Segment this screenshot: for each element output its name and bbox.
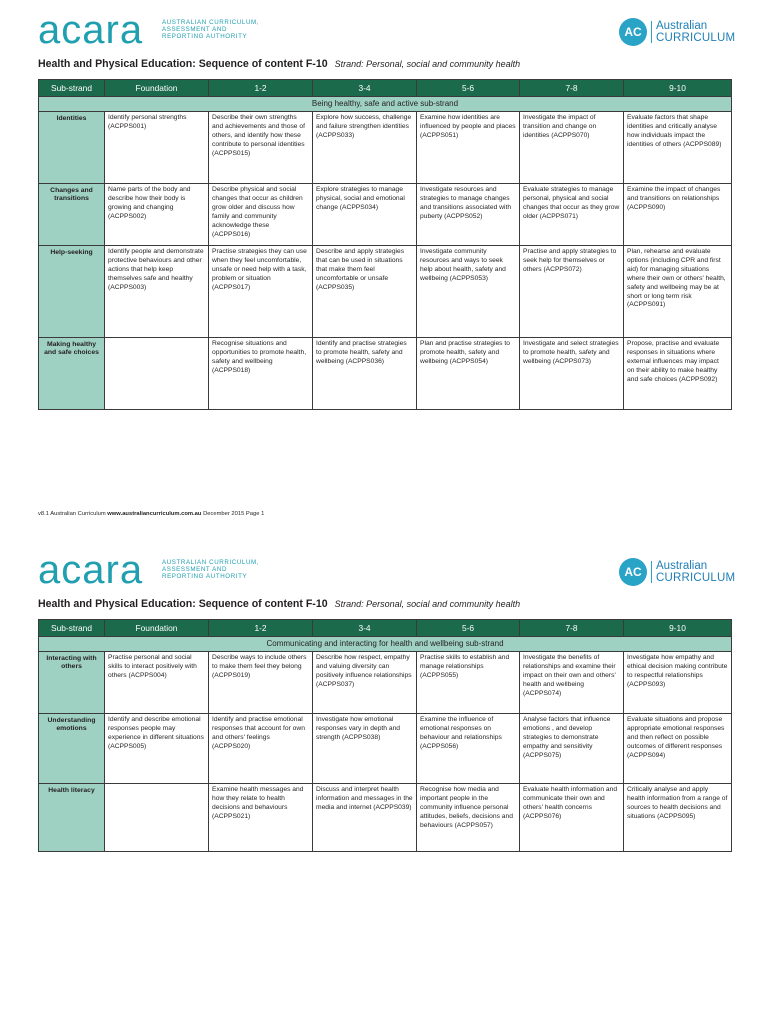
content-cell: Recognise how media and important people in the community influence personal attitudes, beliefs, decisions and behaviours (ACPPS057) [417, 784, 520, 852]
column-header: 1-2 [209, 620, 313, 637]
content-cell: Plan and practise strategies to promote health, safety and wellbeing (ACPPS054) [417, 338, 520, 410]
column-header: Foundation [105, 620, 209, 637]
content-cell: Plan, rehearse and evaluate options (including CPR and first aid) for managing situations where their own or others' health, safety and wellbeing may be at short or long term risk (ACPPS091) [624, 246, 732, 338]
column-header: Sub-strand [39, 620, 105, 637]
table-row [39, 338, 732, 410]
content-cell: Examine the impact of changes and transitions on relationships (ACPPS090) [624, 184, 732, 246]
sub-strand-label: Interacting with others [39, 652, 105, 714]
footer-link[interactable]: www.australiancurriculum.com.au [107, 511, 202, 517]
sub-strand-label: Understanding emotions [39, 714, 105, 784]
content-cell: Practise and apply strategies to seek help for themselves or others (ACPPS072) [520, 246, 624, 338]
ac-badge-icon: AC [619, 558, 647, 586]
strand-label: Strand: Personal, social and community health [334, 599, 521, 609]
sub-strand-label: Health literacy [39, 784, 105, 852]
table-row [39, 714, 732, 784]
column-header: Foundation [105, 80, 209, 97]
table-row [39, 784, 732, 852]
column-header: 1-2 [209, 80, 313, 97]
logo-divider [651, 21, 652, 43]
column-header: 5-6 [417, 80, 520, 97]
content-cell: Describe physical and social changes that occur as children grow older and discuss how family and community acknowledge these (ACPPS016) [209, 184, 313, 246]
content-cell: Examine health messages and how they relate to health decisions and behaviours (ACPPS021) [209, 784, 313, 852]
content-cell: Investigate the impact of transition and change on identities (ACPPS070) [520, 112, 624, 184]
ac-badge-icon: AC [619, 18, 647, 46]
page-footer: v8.1 Australian Curriculum www.australiancurriculum.com.au December 2015 Page 1 [38, 511, 265, 517]
content-table [38, 619, 732, 852]
acara-subtitle: AUSTRALIAN CURRICULUM, ASSESSMENT AND REPORTING AUTHORITY [162, 559, 260, 581]
content-cell: Evaluate strategies to manage personal, physical and social changes that occur as they grow older (ACPPS071) [520, 184, 624, 246]
content-table [38, 79, 732, 410]
section-row [39, 637, 732, 652]
content-cell: Describe their own strengths and achievements and those of others, and identify how these contribute to personal identities (ACPPS015) [209, 112, 313, 184]
content-cell: Practise strategies they can use when they feel uncomfortable, unsafe or need help with a task, problem or situation (ACPPS017) [209, 246, 313, 338]
acara-subtitle: AUSTRALIAN CURRICULUM, ASSESSMENT AND REPORTING AUTHORITY [162, 19, 260, 41]
content-cell: Analyse factors that influence emotions , and develop strategies to demonstrate empathy and sensitivity (ACPPS075) [520, 714, 624, 784]
content-cell: Identify personal strengths (ACPPS001) [105, 112, 209, 184]
sub-strand-label: Making healthy and safe choices [39, 338, 105, 410]
section-row [39, 97, 732, 112]
header-row [39, 80, 732, 97]
content-cell: Practise skills to establish and manage relationships (ACPPS055) [417, 652, 520, 714]
content-cell: Examine the influence of emotional responses on behaviour and relationships (ACPPS056) [417, 714, 520, 784]
content-cell: Identify and practise emotional responses that account for own and others' feelings (ACPPS020) [209, 714, 313, 784]
column-header: 7-8 [520, 80, 624, 97]
column-header: 5-6 [417, 620, 520, 637]
table-row [39, 112, 732, 184]
content-cell: Discuss and interpret health information and messages in the media and internet (ACPPS039) [313, 784, 417, 852]
content-cell: Evaluate health information and communicate their own and others' health concerns (ACPPS076) [520, 784, 624, 852]
content-cell: Practise personal and social skills to interact positively with others (ACPPS004) [105, 652, 209, 714]
strand-label: Strand: Personal, social and community health [334, 59, 521, 69]
content-cell: Evaluate factors that shape identities and critically analyse how individuals impact the identities of others (ACPPS089) [624, 112, 732, 184]
content-cell: Investigate how emotional responses vary in depth and strength (ACPPS038) [313, 714, 417, 784]
logo-divider [651, 561, 652, 583]
sub-strand-label: Changes and transitions [39, 184, 105, 246]
content-cell: Identify and practise strategies to promote health, safety and wellbeing (ACPPS036) [313, 338, 417, 410]
document-title: Health and Physical Education: Sequence of content F-10 Strand: Personal, social and community health [38, 598, 521, 610]
table-row [39, 652, 732, 714]
column-header: 9-10 [624, 80, 732, 97]
content-cell: Identify and describe emotional responses people may experience in different situations (ACPPS005) [105, 714, 209, 784]
content-cell: Name parts of the body and describe how their body is growing and changing (ACPPS002) [105, 184, 209, 246]
content-cell: Critically analyse and apply health information from a range of sources to health decisions and situations (ACPPS095) [624, 784, 732, 852]
content-cell: Evaluate situations and propose appropriate emotional responses and then reflect on possible outcomes of different responses (ACPPS094) [624, 714, 732, 784]
content-cell: Identify people and demonstrate protective behaviours and other actions that help keep themselves safe and healthy (ACPPS003) [105, 246, 209, 338]
section-title: Communicating and interacting for health and wellbeing sub-strand [39, 637, 732, 652]
column-header: 9-10 [624, 620, 732, 637]
content-cell: Investigate and select strategies to promote health, safety and wellbeing (ACPPS073) [520, 338, 624, 410]
column-header: 3-4 [313, 620, 417, 637]
sub-strand-label: Identities [39, 112, 105, 184]
column-header: Sub-strand [39, 80, 105, 97]
column-header: 7-8 [520, 620, 624, 637]
content-cell: Investigate the benefits of relationships and examine their impact on their own and others' health and wellbeing (ACPPS074) [520, 652, 624, 714]
section-title: Being healthy, safe and active sub-strand [39, 97, 732, 112]
content-cell: Propose, practise and evaluate responses in situations where external influences may impact on their ability to make healthy and safe choices (ACPPS092) [624, 338, 732, 410]
content-cell: Investigate resources and strategies to manage changes and transitions associated with puberty (ACPPS052) [417, 184, 520, 246]
column-header: 3-4 [313, 80, 417, 97]
content-cell: Describe ways to include others to make them feel they belong (ACPPS019) [209, 652, 313, 714]
acara-wordmark: acara [38, 8, 144, 52]
table-row [39, 184, 732, 246]
sub-strand-label: Help-seeking [39, 246, 105, 338]
content-cell: Investigate community resources and ways to seek help about health, safety and wellbeing (ACPPS053) [417, 246, 520, 338]
content-cell [105, 784, 209, 852]
content-cell: Explore strategies to manage physical, social and emotional change (ACPPS034) [313, 184, 417, 246]
content-cell: Recognise situations and opportunities to promote health, safety and wellbeing (ACPPS018) [209, 338, 313, 410]
content-cell [105, 338, 209, 410]
content-cell: Explore how success, challenge and failure strengthen identities (ACPPS033) [313, 112, 417, 184]
content-cell: Describe how respect, empathy and valuing diversity can positively influence relationships (ACPPS037) [313, 652, 417, 714]
content-cell: Examine how identities are influenced by people and places (ACPPS051) [417, 112, 520, 184]
header-row [39, 620, 732, 637]
content-cell: Investigate how empathy and ethical decision making contribute to respectful relationships (ACPPS093) [624, 652, 732, 714]
acara-wordmark: acara [38, 548, 144, 592]
content-cell: Describe and apply strategies that can be used in situations that make them feel uncomfortable or unsafe (ACPPS035) [313, 246, 417, 338]
document-title: Health and Physical Education: Sequence of content F-10 Strand: Personal, social and community health [38, 58, 521, 70]
table-row [39, 246, 732, 338]
